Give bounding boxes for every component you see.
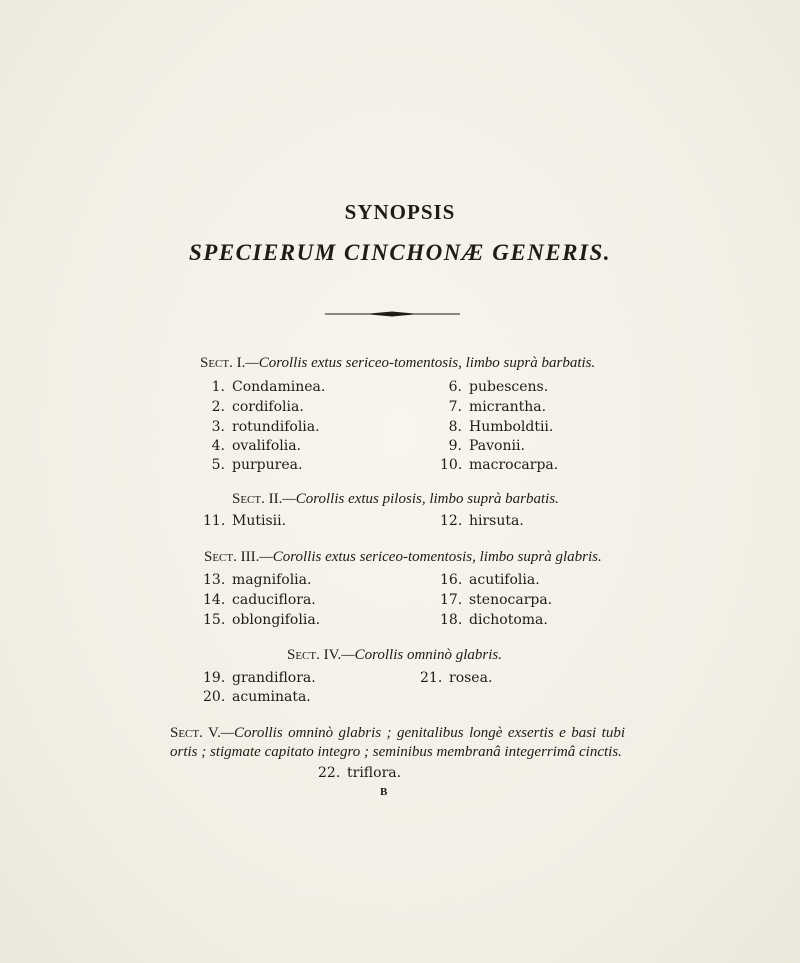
list-item: 3. rotundifolia.	[211, 419, 320, 435]
list-item: 9. Pavonii.	[448, 438, 525, 454]
section-1-heading	[200, 355, 595, 372]
list-item: 17. stenocarpa.	[440, 592, 553, 608]
section-1-description: —Corollis extus sericeo-tomentosis, limbo suprà barbatis.	[245, 355, 596, 371]
list-item: 22. triflora.	[318, 765, 402, 781]
page-subtitle: SPECIERUM CINCHONÆ GENERIS.	[188, 240, 611, 265]
list-item: 5. purpurea.	[211, 457, 303, 473]
page-title: SYNOPSIS	[344, 200, 456, 224]
section-3-description: —Corollis extus sericeo-tomentosis, limbo suprà glabris.	[259, 549, 602, 565]
list-item: 2. cordifolia.	[211, 399, 304, 415]
list-item: 11. Mutisii.	[203, 513, 287, 529]
section-5-description-line-2: ortis ; stigmate capitato integro ; seminibus membranâ integerrimâ cinctis.	[170, 744, 622, 760]
list-item: 1. Condaminea.	[211, 379, 326, 395]
list-item: 18. dichotoma.	[440, 612, 548, 628]
section-5-heading	[170, 725, 625, 742]
list-item: 12. hirsuta.	[440, 513, 524, 529]
signature-mark: B	[380, 786, 388, 798]
section-1-label: Sect. I.	[200, 355, 246, 371]
section-4-description: —Corollis omninò glabris.	[341, 647, 502, 663]
section-5-continuation	[170, 744, 622, 761]
section-3-heading	[204, 549, 602, 566]
list-item: 6. pubescens.	[448, 379, 549, 395]
list-item: 21. rosea.	[420, 670, 493, 686]
list-item: 13. magnifolia.	[203, 572, 312, 588]
list-item: 8. Humboldtii.	[448, 419, 554, 435]
section-4-label: Sect. IV.	[287, 647, 342, 663]
section-2-label: Sect. II.	[232, 491, 283, 507]
list-item: 7. micrantha.	[448, 399, 547, 415]
list-item: 20. acuminata.	[203, 689, 311, 705]
section-2-heading	[232, 491, 559, 508]
list-item: 4. ovalifolia.	[211, 438, 302, 454]
ornamental-rule	[325, 311, 460, 317]
section-5-label: Sect. V.	[170, 725, 221, 741]
list-item: 10. macrocarpa.	[440, 457, 559, 473]
section-3-label: Sect. III.	[204, 549, 260, 565]
list-item: 19. grandiflora.	[203, 670, 316, 686]
list-item: 15. oblongifolia.	[203, 612, 321, 628]
section-5-description-line-1: —Corollis omninò glabris ; genitalibus longè exsertis e basi tubi	[220, 725, 626, 741]
section-2-description: —Corollis extus pilosis, limbo suprà barbatis.	[282, 491, 559, 507]
list-item: 14. caduciflora.	[203, 592, 316, 608]
section-4-heading	[287, 647, 502, 664]
list-item: 16. acutifolia.	[440, 572, 540, 588]
